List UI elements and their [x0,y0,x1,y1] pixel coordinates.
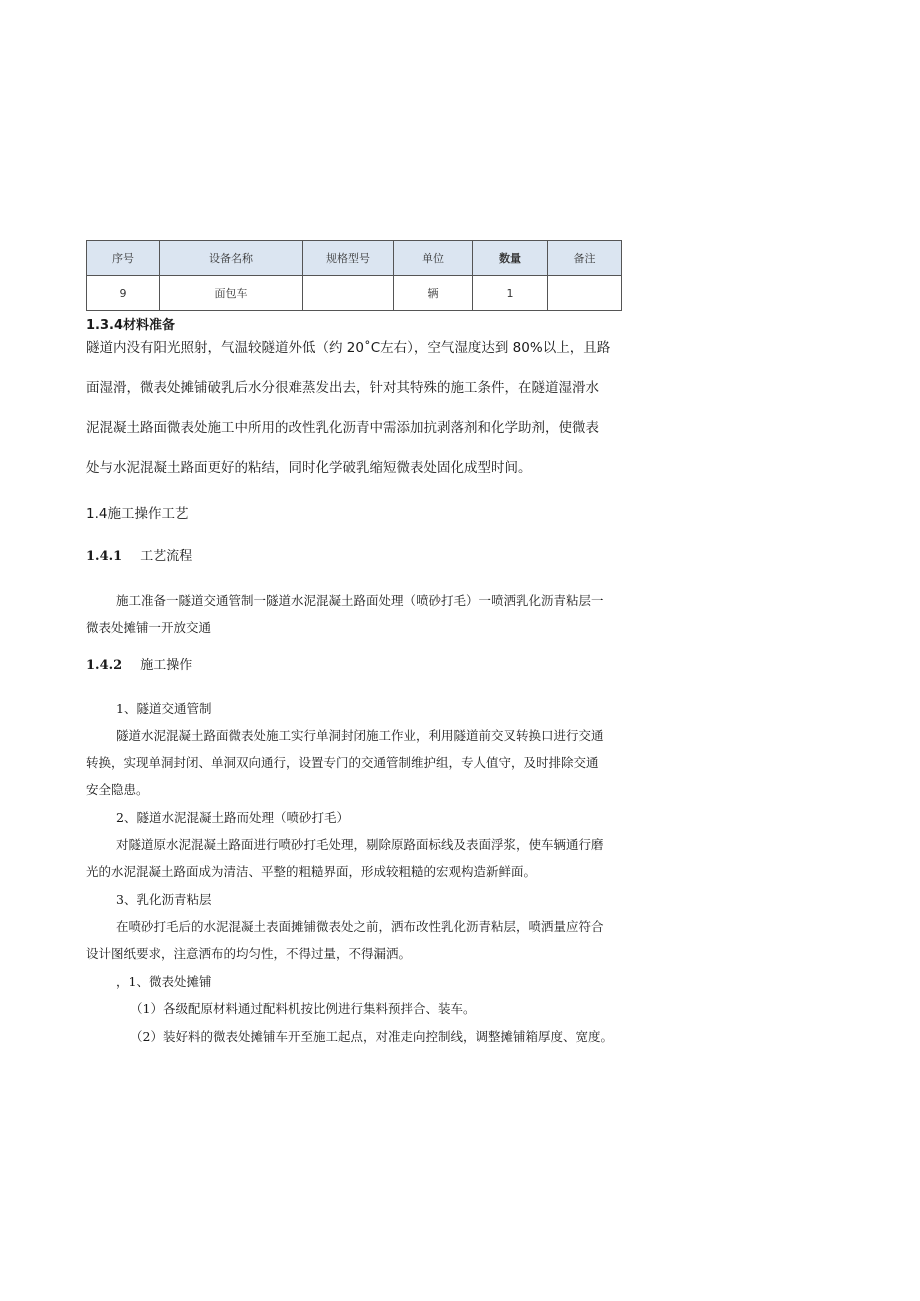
paragraph-line: 光的水泥混凝土路面成为清洁、平整的粗糙界面，形成较粗糙的宏观构造新鲜面。 [86,864,537,879]
paragraph-line: 对隧道原水泥混凝土路面进行喷砂打毛处理，剔除原路面标线及表面浮浆，使车辆通行磨 [116,837,604,852]
list-item-title: 2、隧道水泥混凝土路而处理（喷砂打毛） [116,810,349,825]
section-title: 施工操作工艺 [107,506,189,522]
table-cell: 9 [87,276,160,311]
table-cell: 辆 [394,276,473,311]
table-header-cell: 设备名称 [160,241,303,276]
paragraph-line: 隧道内没有阳光照射，气温较隧道外低（约 20˚C左右），空气湿度达到 80%以上，且路 [86,340,611,356]
paragraph-line: （1）各级配原材料通过配料机按比例进行集料预拌合、装车。 [130,1001,476,1016]
table-header-cell: 数量 [473,241,548,276]
section-title: 施工操作 [140,658,193,673]
table-header-cell: 规格型号 [303,241,394,276]
table-cell [303,276,394,311]
list-item-title: ，1、微表处摊铺 [116,974,212,989]
paragraph-line: 设计图纸要求，注意洒布的均匀性，不得过量，不得漏洒。 [86,946,412,961]
list-item-title: 3、乳化沥青粘层 [116,892,212,907]
paragraph-line: 在喷砂打毛后的水泥混凝土表面摊铺微表处之前，洒布改性乳化沥青粘层，喷洒量应符合 [116,919,604,934]
table-cell: 1 [473,276,548,311]
list-item-title: 1、隧道交通管制 [116,701,212,716]
paragraph-line: 泥混凝土路面微表处施工中所用的改性乳化沥青中需添加抗剥落剂和化学助剂，使微表 [86,420,599,436]
paragraph-line: 处与水泥混凝土路面更好的粘结，同时化学破乳缩短微表处固化成型时间。 [86,460,532,476]
section-number: 1.4.1 [86,549,123,564]
table-cell: 面包车 [160,276,303,311]
table-header-cell: 备注 [548,241,622,276]
section-heading-1-4-1 [86,545,192,564]
section-heading-1-4-2 [86,654,192,673]
table-header-row [87,241,622,276]
section-number: 1.4.2 [86,658,123,673]
table-row [87,276,622,311]
table-header-cell: 序号 [87,241,160,276]
paragraph-line: 隧道水泥混凝土路面微表处施工实行单洞封闭施工作业，利用隧道前交叉转换口进行交通 [116,728,604,743]
section-heading-1-3-4 [86,314,175,333]
paragraph-line: 微表处摊铺一开放交通 [86,620,212,635]
paragraph-line: 转换，实现单洞封闭、单洞双向通行，设置专门的交通管制维护组，专人值守，及时排除交通 [86,755,599,770]
table-header-cell: 单位 [394,241,473,276]
section-heading-1-4 [86,502,188,522]
section-number: 1.4 [86,506,108,522]
table-cell [548,276,622,311]
equipment-table [86,240,622,311]
paragraph-line: （2）装好料的微表处摊铺车开至施工起点，对准走向控制线，调整摊铺箱厚度、宽度。 [130,1029,613,1044]
section-title: 工艺流程 [140,549,193,564]
paragraph-line: 施工准备一隧道交通管制一隧道水泥混凝土路面处理（喷砂打毛）一喷洒乳化沥青粘层一 [116,593,604,608]
section-title: 材料准备 [123,318,176,333]
paragraph-line: 安全隐患。 [86,782,149,797]
section-number: 1.3.4 [86,318,124,333]
paragraph-line: 面湿滑，微表处摊铺破乳后水分很难蒸发出去，针对其特殊的施工条件，在隧道湿滑水 [86,380,599,396]
